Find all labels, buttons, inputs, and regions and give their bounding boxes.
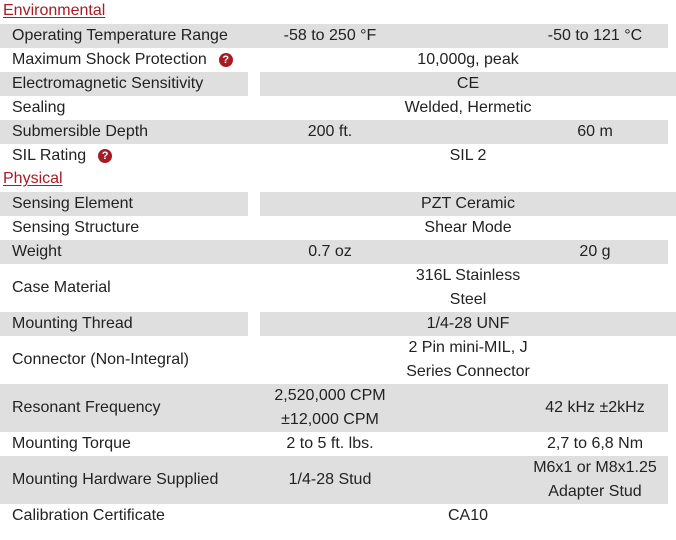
help-question-icon[interactable]: ? xyxy=(98,149,112,163)
metric-value: -50 to 121 °C xyxy=(522,24,668,48)
value-line: 2,520,000 CPM xyxy=(274,387,386,404)
value: Shear Mode xyxy=(424,219,512,236)
row-maximum-shock xyxy=(0,48,676,72)
value xyxy=(260,264,676,312)
metric-value: 42 kHz ±2kHz xyxy=(522,384,668,432)
value: PZT Ceramic xyxy=(260,192,676,216)
row-weight xyxy=(0,240,676,264)
value: 10,000g, peak xyxy=(417,51,519,68)
value-line: Steel xyxy=(449,291,487,308)
row-label: Sealing xyxy=(12,99,66,116)
row-label: Resonant Frequency xyxy=(0,384,256,432)
row-label: Submersible Depth xyxy=(0,120,256,144)
row-label: Sensing Element xyxy=(0,192,248,216)
row-label: Mounting Hardware Supplied xyxy=(0,456,256,504)
value: 1/4-28 UNF xyxy=(260,312,676,336)
row-sensing-element xyxy=(0,192,676,216)
value: CE xyxy=(260,72,676,96)
row-mounting-thread xyxy=(0,312,676,336)
value-line: ±12,000 CPM xyxy=(281,411,379,428)
row-label: Sensing Structure xyxy=(12,219,140,236)
imperial-value: 200 ft. xyxy=(256,120,404,144)
value-line: M6x1 or M8x1.25 xyxy=(533,459,657,476)
imperial-value: 1/4-28 Stud xyxy=(256,456,404,504)
value-line: Adapter Stud xyxy=(548,483,642,500)
row-sealing xyxy=(0,96,676,120)
row-label: SIL Rating xyxy=(12,147,87,164)
row-operating-temperature xyxy=(0,24,676,48)
value: Welded, Hermetic xyxy=(404,99,532,116)
row-label-with-help xyxy=(0,48,248,72)
row-label: Maximum Shock Protection xyxy=(12,51,207,68)
value-line: 2 Pin mini-MIL, J xyxy=(408,339,528,356)
section-physical[interactable]: Physical xyxy=(3,170,63,187)
row-sil-rating xyxy=(0,144,676,168)
row-label: Case Material xyxy=(12,279,111,296)
row-label: Mounting Thread xyxy=(0,312,248,336)
row-connector xyxy=(0,336,676,384)
row-sensing-structure xyxy=(0,216,676,240)
help-question-icon[interactable]: ? xyxy=(219,53,233,67)
imperial-value: 2 to 5 ft. lbs. xyxy=(286,435,374,452)
imperial-value: 0.7 oz xyxy=(256,240,404,264)
metric-value: 20 g xyxy=(522,240,668,264)
metric-value: 2,7 to 6,8 Nm xyxy=(546,435,644,452)
imperial-value xyxy=(256,384,404,432)
value: CA10 xyxy=(448,507,489,524)
metric-value xyxy=(522,456,668,504)
row-mounting-torque xyxy=(0,432,676,456)
row-resonant-frequency xyxy=(0,384,676,432)
row-case-material xyxy=(0,264,676,312)
value: SIL 2 xyxy=(449,147,487,164)
row-label: Calibration Certificate xyxy=(12,507,165,524)
row-label: Connector (Non-Integral) xyxy=(12,351,189,368)
row-calibration-certificate xyxy=(0,504,676,528)
metric-value: 60 m xyxy=(522,120,668,144)
row-submersible-depth xyxy=(0,120,676,144)
row-label: Mounting Torque xyxy=(12,435,131,452)
value xyxy=(260,336,676,384)
row-mounting-hardware xyxy=(0,456,676,504)
imperial-value: -58 to 250 °F xyxy=(256,24,404,48)
row-label-with-help xyxy=(0,144,248,168)
value-line: Series Connector xyxy=(406,363,530,380)
value-line: 316L Stainless xyxy=(415,267,521,284)
row-electromagnetic-sensitivity xyxy=(0,72,676,96)
section-environmental[interactable]: Environmental xyxy=(3,2,106,19)
row-label: Weight xyxy=(0,240,256,264)
row-label: Electromagnetic Sensitivity xyxy=(0,72,248,96)
row-label: Operating Temperature Range xyxy=(0,24,256,48)
